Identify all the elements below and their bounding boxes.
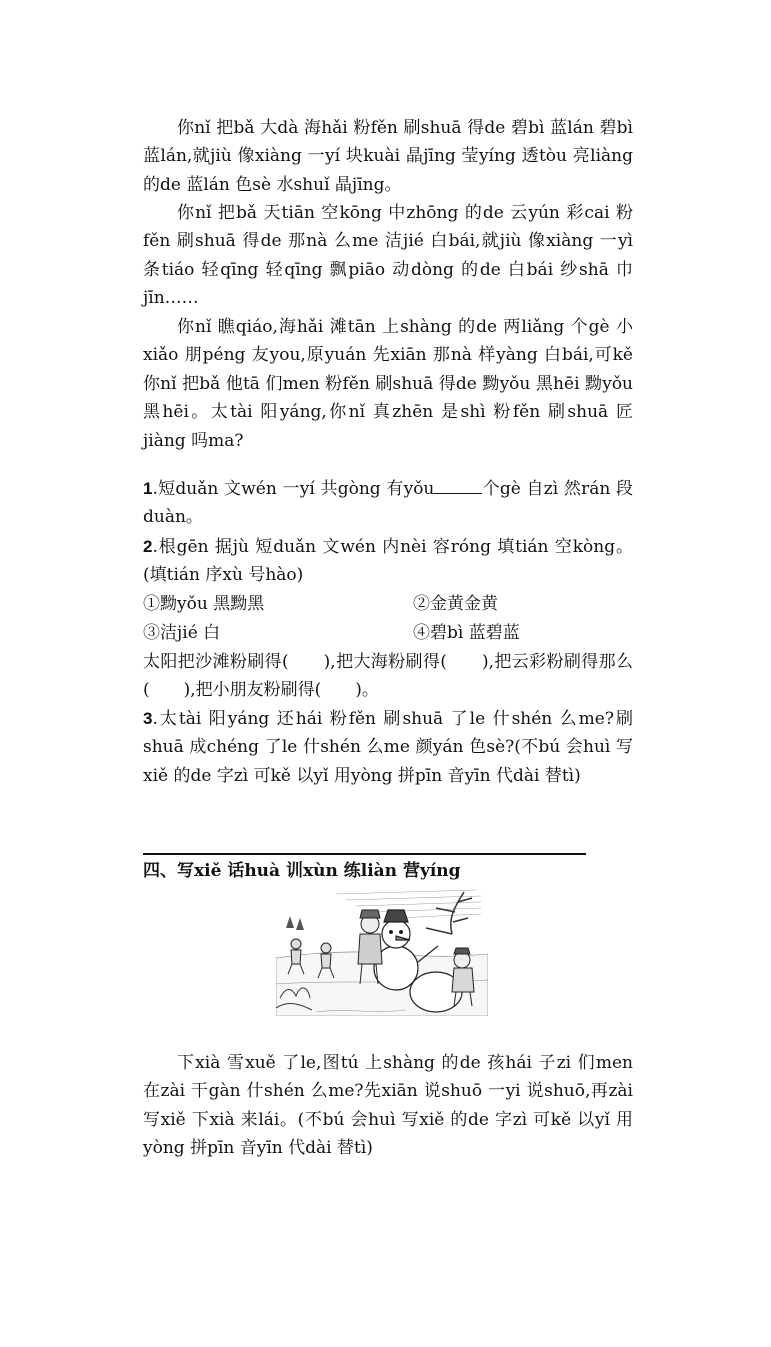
question-2-number: 2 [143, 537, 153, 556]
section-4-title: 四、写xiě 话huà 训xùn 练liàn 营yíng [143, 861, 461, 881]
answer-blank[interactable] [434, 477, 482, 494]
writing-prompt: 下xià 雪xuě 了le,图tú 上shàng 的de 孩hái 子zi 们men 在zài 干gàn 什shén 么me?先xiān 说shuō 一yi 说shuō,再zài 写xiě 下xià 来lái。(不bú 会huì 写xiě 的de 字zì 可kě 以yǐ 用yòng 拼pīn 音yīn 代dài 替tì) [143, 1053, 633, 1159]
snow-scene-image [276, 888, 488, 1016]
question-1 [143, 475, 633, 532]
passage-paragraph-3: 你nǐ 瞧qiáo,海hǎi 滩tān 上shàng 的de 两liǎng 个gè 小xiǎo 朋péng 友you,原yuán 先xiān 那nà 样yàng 白bái,可kě 你nǐ 把bǎ 他tā 们men 粉fěn 刷shuā 得de 黝yǒu 黑hēi 黝yǒu 黑hēi。太tài 阳yáng,你nǐ 真zhēn 是shì 粉fěn 刷shuā 匠jiàng 吗ma? [143, 317, 633, 451]
question-1-text: .短duǎn 文wén 一yí 共gòng 有yǒu [152, 479, 435, 499]
fill-in-sentence: 太阳把沙滩粉刷得( ),把大海粉刷得( ),把云彩粉刷得那么( ),把小朋友粉刷得( )。 [143, 652, 633, 701]
options-row-2 [143, 619, 633, 647]
question-1-text-end: 个gè 自zì 然rán 段duàn。 [143, 479, 633, 528]
question-3-number: 3 [143, 709, 153, 728]
question-2-text: .根gēn 据jù 短duǎn 文wén 内nèi 容róng 填tián 空kòng。(填tián 序xù 号hào) [143, 537, 633, 586]
snow-scene-illustration [276, 888, 488, 1016]
question-2 [143, 533, 633, 590]
option-4: ④碧bì 蓝碧蓝 [413, 623, 520, 643]
option-2: ②金黄金黄 [413, 594, 498, 614]
option-1: ①黝yǒu 黑黝黑 [143, 594, 265, 614]
option-3: ③洁jié 白 [143, 623, 221, 643]
section-divider [143, 853, 586, 855]
question-3 [143, 705, 633, 790]
question-3-text: .太tài 阳yáng 还hái 粉fěn 刷shuā 了le 什shén 么me?刷shuā 成chéng 了le 什shén 么me 颜yán 色sè?(不bú 会huì 写xiě 的de 字zì 可kě 以yǐ 用yòng 拼pīn 音yīn 代dài 替tì) [143, 709, 633, 786]
passage-paragraph-2: 你nǐ 把bǎ 天tiān 空kōng 中zhōng 的de 云yún 彩cai 粉fěn 刷shuā 得de 那nà 么me 洁jié 白bái,就jiù 像xiàng 一yì 条tiáo 轻qīng 轻qīng 飘piāo 动dòng 的de 白bái 纱shā 巾jīn…… [143, 203, 633, 309]
options-row-1 [143, 590, 633, 618]
question-1-number: 1 [143, 479, 153, 498]
passage-paragraph-1: 你nǐ 把bǎ 大dà 海hǎi 粉fěn 刷shuā 得de 碧bì 蓝lán 碧bì 蓝lán,就jiù 像xiàng 一yí 块kuài 晶jīng 莹yíng 透tòu 亮liàng 的de 蓝lán 色sè 水shuǐ 晶jīng。 [143, 118, 633, 195]
